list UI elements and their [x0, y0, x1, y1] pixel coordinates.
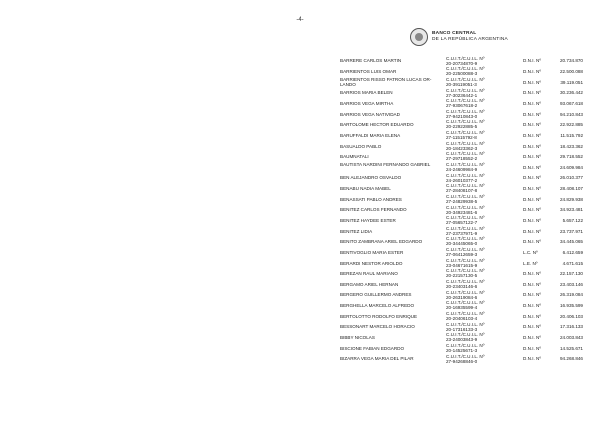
- table-row: [340, 247, 583, 258]
- cuit-label: C.U.I.T./C.U.I.L. Nº: [446, 172, 485, 178]
- cuit-value: 27-93067618-2: [446, 103, 478, 109]
- cuit-value: 20-16935599-4: [446, 305, 478, 311]
- cuit-cell: [446, 343, 510, 353]
- document-type: D.N.I. Nº: [523, 175, 542, 181]
- person-name: BARRIENTOS LUIS OMAR: [340, 69, 397, 75]
- cuit-cell: [446, 109, 510, 119]
- cuit-cell: [446, 205, 510, 215]
- person-name: BARRERE CARLOS MARTIN: [340, 58, 402, 64]
- person-name: BARRIENTOS RISSO PATRON LUCAS OR-LANDO: [340, 76, 432, 87]
- document-number: 18.423.362: [560, 143, 583, 149]
- table-row: [340, 193, 583, 204]
- person-name: BIZARRA VEGA MARIA DEL PILAR: [340, 356, 414, 362]
- table-row: [340, 172, 583, 183]
- person-name: BARTOLOME HECTOR EDUARDO: [340, 122, 414, 128]
- document-number: 94.210.843: [560, 111, 583, 117]
- cuit-cell: [446, 279, 510, 289]
- cuit-value: 20-23403146-6: [446, 284, 478, 290]
- document-number: 14.525.671: [560, 345, 583, 351]
- cuit-value: 20-17316133-3: [446, 326, 478, 332]
- table-row: [340, 87, 583, 98]
- person-name: BENABU NADIA MABEL: [340, 186, 391, 192]
- document-type: L.C. Nº: [523, 249, 538, 255]
- person-name: BARRIOS MARIA BELEN: [340, 90, 393, 96]
- document-number: 28.408.107: [560, 186, 583, 192]
- table-row: [340, 215, 583, 226]
- table-row: [340, 129, 583, 140]
- bank-name: [432, 31, 508, 43]
- table-row: [340, 183, 583, 194]
- cuit-label: C.U.I.T./C.U.I.L. Nº: [446, 66, 485, 72]
- person-name: BENITEZ HAYDEE ESTER: [340, 218, 396, 223]
- person-name: BIBBY NICOLAS: [340, 335, 375, 341]
- document-number: 29.718.552: [560, 154, 583, 160]
- cuit-label: C.U.I.T./C.U.I.L. Nº: [446, 321, 485, 327]
- cuit-value: 24-26010377-2: [446, 177, 478, 183]
- person-name: BASUALDO PABLO: [340, 143, 382, 149]
- cuit-value: 20-22922885-5: [446, 124, 478, 130]
- document-number: 24.829.938: [560, 196, 583, 202]
- document-number: 39.119.051: [560, 79, 583, 85]
- cuit-label: C.U.I.T./C.U.I.L. Nº: [446, 119, 485, 125]
- cuit-value: 27-11515792-8: [446, 135, 477, 141]
- person-name: BENITEZ CARLOS FERNANDO: [340, 207, 407, 213]
- cuit-cell: [446, 194, 510, 204]
- cuit-value: 20-20734870-9: [446, 60, 478, 66]
- cuit-value: 27-30236442-1: [446, 92, 478, 98]
- bank-name-line1: BANCO CENTRAL: [432, 31, 477, 36]
- cuit-cell: [446, 173, 510, 183]
- cuit-label: C.U.I.T./C.U.I.L. Nº: [446, 215, 485, 221]
- document-number: 22.500.088: [560, 69, 583, 75]
- cuit-label: C.U.I.T./C.U.I.L. Nº: [446, 289, 485, 295]
- table-row: [340, 119, 583, 130]
- document-type: D.N.I. Nº: [523, 345, 542, 351]
- cuit-label: C.U.I.T./C.U.I.L. Nº: [446, 55, 485, 61]
- bank-seal-icon: [410, 28, 428, 46]
- document-type: D.N.I. Nº: [523, 196, 542, 202]
- cuit-cell: [446, 215, 510, 225]
- document-type: D.N.I. Nº: [523, 100, 542, 106]
- document-type: D.N.I. Nº: [523, 303, 542, 309]
- table-row: [340, 300, 583, 311]
- table-row: [340, 342, 583, 353]
- person-name: BERGHELLA MARCELO ALFREDO: [340, 303, 415, 309]
- cuit-value: 20-26319084-6: [446, 294, 478, 300]
- cuit-cell: [446, 322, 510, 332]
- cuit-value: 27-06412659-3: [446, 252, 478, 258]
- cuit-label: C.U.I.T./C.U.I.L. Nº: [446, 247, 485, 253]
- document-type: D.N.I. Nº: [523, 313, 542, 319]
- document-number: 23.403.146: [560, 281, 583, 287]
- cuit-label: C.U.I.T./C.U.I.L. Nº: [446, 268, 485, 274]
- cuit-label: C.U.I.T./C.U.I.L. Nº: [446, 236, 485, 242]
- document-number: 26.319.084: [560, 292, 583, 298]
- cuit-value: 20-22500088-3: [446, 71, 478, 77]
- cuit-label: C.U.I.T./C.U.I.L. Nº: [446, 183, 485, 189]
- document-number: 34.445.065: [560, 239, 583, 245]
- cuit-value: 27-24829938-5: [446, 198, 478, 204]
- person-name: BERARDI NESTOR ARIOLDO: [340, 260, 403, 266]
- cuit-value: 20-39119051-3: [446, 81, 477, 87]
- document-type: D.N.I. Nº: [523, 164, 542, 170]
- cuit-cell: [446, 77, 510, 87]
- document-type: D.N.I. Nº: [523, 186, 542, 192]
- document-type: D.N.I. Nº: [523, 324, 542, 330]
- person-name: BEN ALEJANDRO OSVALDO: [340, 175, 402, 181]
- document-type: D.N.I. Nº: [523, 335, 542, 341]
- cuit-value: 27-94268846-0: [446, 358, 478, 364]
- cuit-value: 27-94210843-0: [446, 113, 478, 119]
- document-type: D.N.I. Nº: [523, 90, 542, 96]
- bank-name-line2: DE LA REPÚBLICA ARGENTINA: [432, 37, 508, 42]
- document-type: D.N.I. Nº: [523, 69, 542, 75]
- table-row: [340, 98, 583, 109]
- table-row: [340, 278, 583, 289]
- document-number: 4.671.615: [562, 260, 583, 266]
- person-name: BENTIVOGLIO MARIA ESTER: [340, 249, 404, 255]
- cuit-label: C.U.I.T./C.U.I.L. Nº: [446, 108, 485, 114]
- table-row: [340, 257, 583, 268]
- table-row: [340, 151, 583, 162]
- cuit-label: C.U.I.T./C.U.I.L. Nº: [446, 140, 485, 146]
- document-type: L.E. Nº: [523, 260, 538, 266]
- document-type: D.N.I. Nº: [523, 143, 542, 149]
- bank-header: [410, 28, 508, 46]
- cuit-value: 23-24003843-9: [446, 337, 478, 343]
- cuit-label: C.U.I.T./C.U.I.L. Nº: [446, 193, 485, 199]
- cuit-cell: [446, 290, 510, 300]
- person-name: BENITEZ LIDIA: [340, 228, 373, 234]
- cuit-cell: [446, 183, 510, 193]
- cuit-cell: [446, 332, 510, 342]
- cuit-cell: [446, 98, 510, 108]
- cuit-cell: [446, 162, 510, 172]
- cuit-value: 24-24609984-9: [446, 167, 478, 172]
- cuit-label: C.U.I.T./C.U.I.L. Nº: [446, 162, 485, 167]
- table-row: [340, 66, 583, 77]
- cuit-cell: [446, 226, 510, 236]
- document-type: D.N.I. Nº: [523, 271, 542, 277]
- cuit-label: C.U.I.T./C.U.I.L. Nº: [446, 257, 485, 263]
- document-number: 24.003.843: [560, 335, 583, 341]
- table-row: [340, 310, 583, 321]
- cuit-cell: [446, 88, 510, 98]
- document-type: D.N.I. Nº: [523, 239, 542, 245]
- cuit-label: C.U.I.T./C.U.I.L. Nº: [446, 98, 485, 104]
- cuit-cell: [446, 151, 510, 161]
- cuit-value: 20-34445065-0: [446, 241, 478, 247]
- cuit-cell: [446, 354, 510, 364]
- document-number: 5.657.122: [562, 218, 583, 223]
- document-number: 22.922.885: [560, 122, 583, 128]
- document-number: 34.923.481: [560, 207, 583, 213]
- table-row: [340, 332, 583, 343]
- cuit-label: C.U.I.T./C.U.I.L. Nº: [446, 342, 485, 348]
- cuit-value: 27-28408107-8: [446, 188, 478, 194]
- cuit-value: 20-18423362-3: [446, 145, 478, 151]
- table-row: [340, 76, 583, 87]
- cuit-cell: [446, 56, 510, 66]
- cuit-value: 20-22157130-5: [446, 273, 478, 279]
- document-type: D.N.I. Nº: [523, 356, 542, 362]
- cuit-value: 20-34923481-6: [446, 209, 478, 215]
- document-type: D.N.I. Nº: [523, 122, 542, 128]
- cuit-cell: [446, 119, 510, 129]
- table-row: [340, 204, 583, 215]
- person-name: BERGERO GUILLERMO ANDRES: [340, 292, 412, 298]
- document-type: D.N.I. Nº: [523, 292, 542, 298]
- persons-table: [340, 55, 583, 364]
- cuit-label: C.U.I.T./C.U.I.L. Nº: [446, 76, 485, 82]
- cuit-value: 27-29718552-2: [446, 156, 478, 162]
- document-number: 24.609.984: [560, 164, 583, 170]
- person-name: BISCIONE FABIAN EDGARDO: [340, 345, 405, 351]
- cuit-label: C.U.I.T./C.U.I.L. Nº: [446, 151, 485, 157]
- person-name: BERTOLOTTO RODOLFO ENRIQUE: [340, 313, 418, 319]
- document-type: D.N.I. Nº: [523, 154, 542, 160]
- document-type: D.N.I. Nº: [523, 58, 542, 64]
- document-number: 94.268.846: [560, 356, 583, 362]
- person-name: BENITO ZAMBRANA ARIEL EDGARDO: [340, 239, 423, 245]
- document-type: D.N.I. Nº: [523, 79, 542, 85]
- document-number: 17.316.133: [560, 324, 583, 330]
- cuit-label: C.U.I.T./C.U.I.L. Nº: [446, 310, 485, 316]
- cuit-cell: [446, 236, 510, 246]
- table-row: [340, 236, 583, 247]
- cuit-value: 20-20406103-4: [446, 315, 478, 321]
- cuit-cell: [446, 258, 510, 268]
- table-row: [340, 268, 583, 279]
- cuit-cell: [446, 247, 510, 257]
- cuit-cell: [446, 66, 510, 76]
- document-number: 11.515.792: [560, 132, 583, 138]
- cuit-label: C.U.I.T./C.U.I.L. Nº: [446, 204, 485, 210]
- person-name: BAUMNATALI: [340, 154, 369, 160]
- document-type: D.N.I. Nº: [523, 228, 542, 234]
- cuit-label: C.U.I.T./C.U.I.L. Nº: [446, 130, 485, 136]
- cuit-label: C.U.I.T./C.U.I.L. Nº: [446, 300, 485, 306]
- document-number: 20.734.870: [560, 58, 583, 64]
- cuit-label: C.U.I.T./C.U.I.L. Nº: [446, 87, 485, 93]
- document-type: D.N.I. Nº: [523, 132, 542, 138]
- cuit-cell: [446, 311, 510, 321]
- cuit-cell: [446, 300, 510, 310]
- cuit-value: 27-23737971-9: [446, 230, 478, 236]
- cuit-value: 20-14525671-3: [446, 347, 478, 353]
- table-row: [340, 289, 583, 300]
- table-row: [340, 353, 583, 364]
- document-number: 20.406.103: [560, 313, 583, 319]
- person-name: BARRIOS VEGA NATIVIDAD: [340, 111, 400, 117]
- document-type: D.N.I. Nº: [523, 218, 542, 223]
- cuit-label: C.U.I.T./C.U.I.L. Nº: [446, 332, 485, 338]
- cuit-cell: [446, 141, 510, 151]
- cuit-cell: [446, 268, 510, 278]
- cuit-cell: [446, 130, 510, 140]
- person-name: BENASSATI PABLO ANDRES: [340, 196, 402, 202]
- document-number: 26.010.377: [560, 175, 583, 181]
- cuit-label: C.U.I.T./C.U.I.L. Nº: [446, 279, 485, 285]
- person-name: BARRIOS VEGA MIRTHA: [340, 100, 394, 106]
- table-row: [340, 108, 583, 119]
- table-row: [340, 140, 583, 151]
- document-number: 23.737.971: [560, 228, 583, 234]
- cuit-label: C.U.I.T./C.U.I.L. Nº: [446, 353, 485, 359]
- document-number: 30.236.442: [560, 90, 583, 96]
- table-row: [340, 225, 583, 236]
- person-name: BERGAMO ARIEL HERNAN: [340, 281, 399, 287]
- person-name: BAUTISTA NARDINI FERNANDO GABRIEL: [340, 162, 431, 167]
- document-number: 16.935.599: [560, 303, 583, 309]
- person-name: BESSONART MARCELO HORACIO: [340, 324, 415, 330]
- table-row: [340, 161, 583, 172]
- person-name: BEREZAN RAUL MARIANO: [340, 271, 398, 277]
- cuit-value: 27-05657122-7: [446, 220, 478, 226]
- document-number: 22.157.130: [560, 271, 583, 277]
- page-number: -4-: [296, 17, 304, 23]
- document-number: 93.067.618: [560, 100, 583, 106]
- document-number: 6.412.659: [562, 249, 583, 255]
- person-name: BARUFFALDI MARIA ELENA: [340, 132, 401, 138]
- document-type: D.N.I. Nº: [523, 207, 542, 213]
- cuit-label: C.U.I.T./C.U.I.L. Nº: [446, 225, 485, 231]
- table-row: [340, 321, 583, 332]
- cuit-value: 23-04671615-9: [446, 262, 478, 268]
- document-type: D.N.I. Nº: [523, 281, 542, 287]
- document-type: D.N.I. Nº: [523, 111, 542, 117]
- table-row: [340, 55, 583, 66]
